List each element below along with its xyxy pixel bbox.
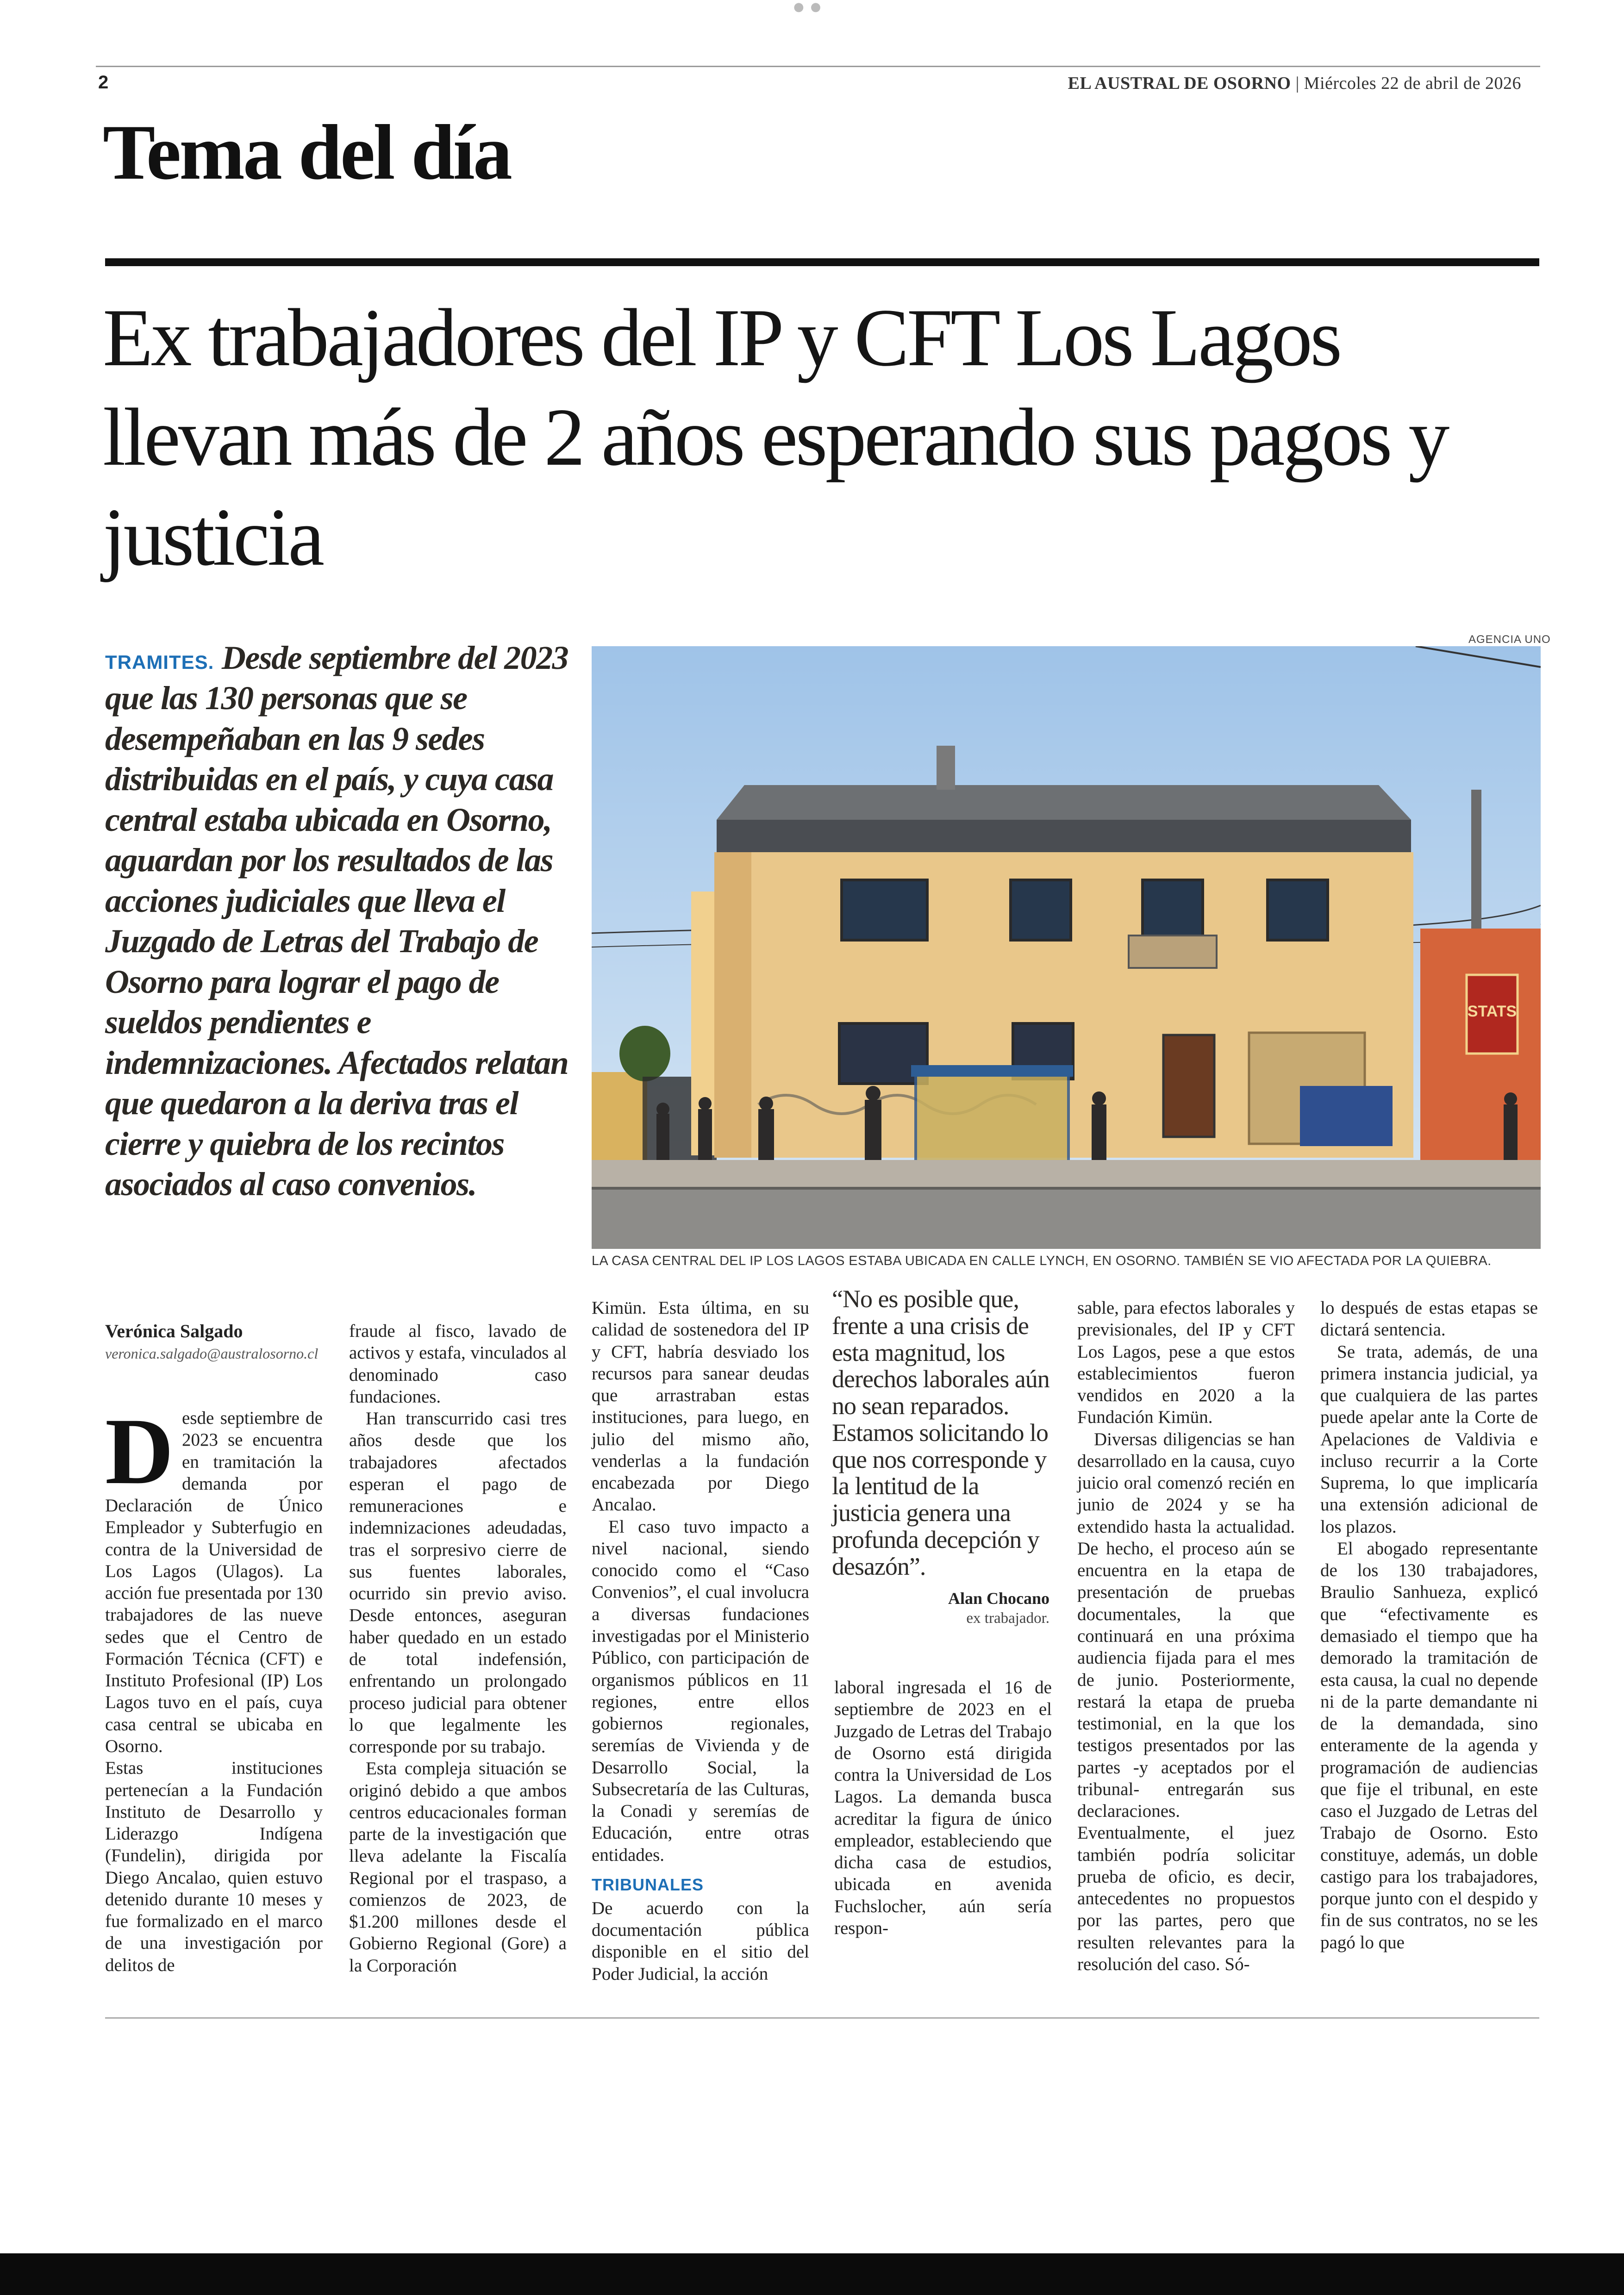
lead-paragraph [105,638,573,1205]
lead-text: Desde septiembre del 2023 que las 130 personas que se desempeñaban en las 9 sedes distribuidas en el país, y cuya casa central estaba ubicada en Osorno, aguardan por los resultados de las acciones judiciales que lleva el Juzgado de Letras del Trabajo de Osorno para lograr el pago de sueldos pendientes e indemnizaciones. Afectados relatan que quedaron a la deriva tras el cierre y quiebra de los recintos asociados al caso convenios. [105,639,568,1203]
paragraph: El abogado representante de los 130 trabajadores, Braulio Sanhueza, explicó que “efectivamente es demasiado el tiempo que ha demorado la tramitación de esta causa, la cual no depende ni de la parte demandante ni de la demandada, sino enteramente de la agenda y programación de audiencias que fije el tribunal, en este caso el Juzgado de Letras del Trabajo de Osorno. Esto constituye, además, un doble castigo para los trabajadores, porque junto con el despido y fin de sus contratos, no se les pagó lo que [1320,1538,1538,1952]
paragraph: De acuerdo con la documentación pública disponible en el sitio del Poder Judicial, la acción [592,1898,809,1984]
page-number: 2 [98,72,109,93]
paragraph: lo después de estas etapas se dictará sentencia. [1320,1298,1538,1340]
paragraph-text: esde septiembre de 2023 se encuentra en tramitación la demanda por Declaración de Único Empleador y Subterfugio en contra de la Universidad de Los Lagos (Ulagos). La acción fue presentada por 130 trabajadores de las nueve sedes que el Centro de Formación Técnica (CFT) e Instituto Profesional (IP) Los Lagos tuvo en el país, cuya casa central se ubicaba en Osorno. [105,1408,323,1756]
paragraph: Diversas diligencias se han desarrollado en la causa, cuyo juicio oral comenzó recién en junio de 2024 y se ha extendido hasta la actualidad. De hecho, el proceso aún se encuentra en la etapa de presentación de pruebas documentales, la que continuará en una próxima audiencia fijada para el mes de junio. Posteriormente, restará la etapa de prueba testimonial, en la que los testigos presentados por las partes -y aceptados por el tribunal- entregarán sus declaraciones. Eventualmente, el juez también podría solicitar prueba de oficio, es decir, antecedentes no propuestos por las partes, pero que resulten relevantes para la resolución del caso. Só- [1077,1429,1295,1974]
paragraph: sable, para efectos laborales y previsionales, del IP y CFT Los Lagos, pese a que estos establecimientos fueron vendidos en 2020 a la Fundación Kimün. [1077,1298,1295,1428]
article-column-6 [1320,1297,1538,1953]
paragraph: Esta compleja situación se originó debido a que ambos centros educacionales forman parte de la investigación que lleva adelante la Fiscalía Regional por el traspaso, a comienzos de 2023, de $1.200 millones desde el Gobierno Regional (Gore) a la Corporación [349,1759,567,1976]
article-column-3 [592,1297,809,1985]
byline-author: Verónica Salgado [105,1321,243,1341]
article-photo [592,646,1541,1249]
paragraph: Se trata, además, de una primera instancia judicial, ya que cualquiera de las partes puede apelar ante la Corte de Apelaciones de Valdivia e incluso recurrir a la Corte Suprema, lo que implicaría una extensión adicional de los plazos. [1320,1341,1538,1537]
publication-name: EL AUSTRAL DE OSORNO [1068,74,1291,93]
subheading-tribunales: TRIBUNALES [592,1875,704,1894]
paragraph: El caso tuvo impacto a nivel nacional, siendo conocido como el “Caso Convenios”, el cual involucra a diversas fundaciones investigadas por el Ministerio Público, con participación de organismos públicos en 11 regiones, entre ellos gobiernos regionales, seremías de Vivienda y de Desarrollo Social, la Subsecretaría de las Culturas, la Conadi y seremías de Educación, entre otras entidades. [592,1516,809,1865]
paragraph: Han transcurrido casi tres años desde que los trabajadores afectados esperan el pago de remuneraciones e indemnizaciones adeudadas, tras el sorpresivo cierre de sus fuentes laborales, ocurrido sin previo aviso. Desde entonces, aseguran haber quedado en un estado de total indefensión, enfrentando un prolongado proceso judicial para obtener lo que legalmente les corresponde por su trabajo. [349,1409,567,1757]
byline-email[interactable]: veronica.salgado@australosorno.cl [105,1345,319,1362]
article-column-2 [349,1320,567,1977]
photo-caption: LA CASA CENTRAL DEL IP LOS LAGOS ESTABA UBICADA EN CALLE LYNCH, EN OSORNO. TAMBIÉN SE VIO AFECTADA POR LA QUIEBRA. [592,1254,1492,1268]
viewer-bottom-bar [0,2253,1624,2295]
page-nav-dots[interactable]: ●● [793,0,828,14]
header-rule [96,66,1540,67]
masthead [1068,73,1521,94]
lead-kicker: TRAMITES. [105,651,214,673]
pull-quote-author: Alan Chocano [948,1589,1049,1608]
article-column-5 [1077,1297,1295,1975]
newspaper-page [10,0,1614,2253]
pull-quote-role: ex trabajador. [966,1610,1049,1627]
dropcap: D [105,1399,174,1504]
paragraph: fraude al fisco, lavado de activos y estafa, vinculados al denominado caso fundaciones. [349,1321,567,1407]
paragraph: Estas instituciones pertenecían a la Fundación Instituto de Desarrollo y Liderazgo Indígena (Fundelin), dirigida por Diego Ancalao, quien estuvo detenido durante 10 meses y fue formalizado en el marco de una investigación por delitos de [105,1758,323,1975]
article-column-4 [834,1677,1052,1939]
section-rule [105,258,1539,266]
section-title: Tema del día [103,109,511,196]
footer-rule [105,2017,1539,2019]
paragraph [105,1399,323,1757]
paragraph: laboral ingresada el 16 de septiembre de 2023 en el Juzgado de Letras del Trabajo de Osorno está dirigida contra la Universidad de Los Lagos. La demanda busca acreditar la figura de único empleador, estableciendo que dicha casa de estudios, ubicada en avenida Fuchslocher, aún sería respon- [834,1678,1052,1938]
building-photo-illustration [592,646,1541,1249]
photo-credit: AGENCIA UNO [1468,633,1551,646]
shop-sign: STATS [1467,1003,1517,1020]
pull-quote: “No es posible que, frente a una crisis de esta magnitud, los derechos laborales aún no sean reparados. Estamos solicitando lo que nos corresponde y la lentitud de la justicia genera una profunda decepción y desazón”. [832,1285,1049,1580]
article-column-1 [105,1399,323,1976]
paragraph: Kimün. Esta última, en su calidad de sostenedora del IP y CFT, habría desviado los recursos para sanear deudas que arrastraban estas instituciones, para luego, en julio del mismo año, venderlas a la fundación encabezada por Diego Ancalao. [592,1298,809,1515]
issue-date: | Miércoles 22 de abril de 2026 [1295,74,1521,93]
headline: Ex trabajadores del IP y CFT Los Lagos llevan más de 2 años esperando sus pagos y justicia [103,292,1448,583]
